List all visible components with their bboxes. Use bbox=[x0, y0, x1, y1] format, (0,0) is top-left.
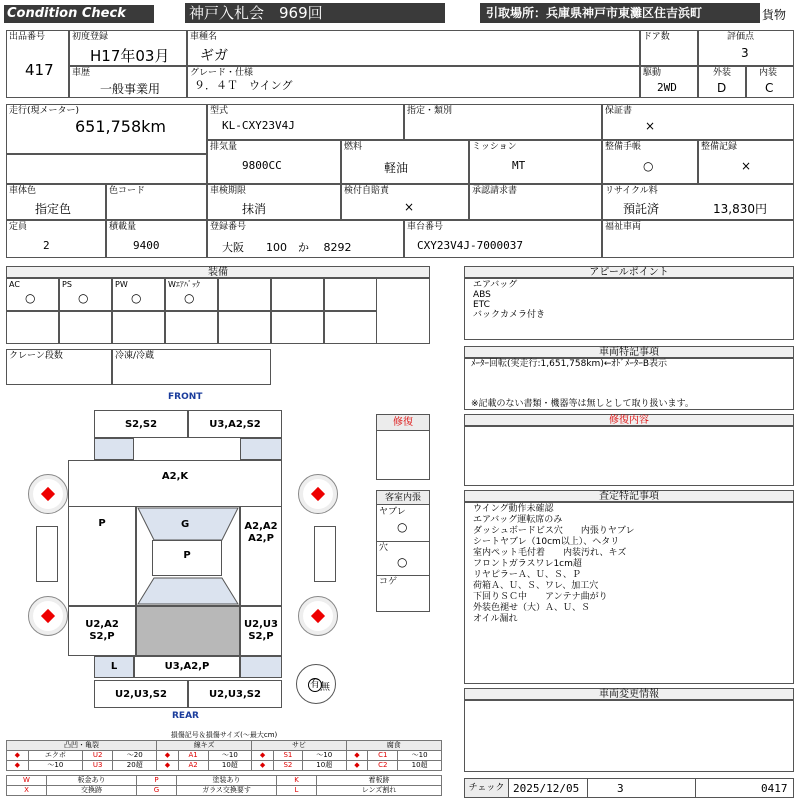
legend-cell: 交換跡 bbox=[47, 786, 137, 796]
equip-empty bbox=[112, 311, 165, 344]
capacity-value: 2 bbox=[43, 239, 50, 252]
inspection-label: 車検期限 bbox=[210, 186, 247, 196]
drive-value: 2WD bbox=[657, 81, 677, 94]
spare-tire-icon bbox=[296, 664, 336, 704]
legend-cell: レンズ割れ bbox=[317, 786, 442, 796]
change-panel bbox=[464, 700, 794, 772]
legend-code: U3 bbox=[82, 761, 112, 771]
colorcode-label: 色コード bbox=[109, 186, 146, 196]
interior-burn-label: コゲ bbox=[379, 577, 398, 587]
legend-scratch-head: 線キズ bbox=[157, 741, 252, 751]
mileage-value: 651,758km bbox=[75, 117, 167, 136]
legend-code: L bbox=[277, 786, 317, 796]
equip-empty bbox=[218, 311, 271, 344]
legend-corrosion-head: 腐食 bbox=[346, 741, 441, 751]
equip-ac-mark: ○ bbox=[25, 291, 36, 305]
history-value: 一般事業用 bbox=[100, 82, 161, 96]
legend-mark: ◆ bbox=[7, 761, 29, 771]
special-panel bbox=[464, 358, 794, 410]
chassis-value: CXY23V4J-7000037 bbox=[417, 239, 523, 252]
fuel-value: 軽油 bbox=[384, 161, 409, 175]
legend-cell: 〜10 bbox=[398, 751, 442, 761]
equip-pw-mark: ○ bbox=[131, 291, 142, 305]
color-cell bbox=[6, 184, 106, 220]
equip-empty bbox=[324, 278, 377, 311]
legend-cell: 〜20 bbox=[113, 751, 157, 761]
fuel-cell bbox=[341, 140, 469, 184]
equip-ps bbox=[59, 278, 112, 311]
color-value: 指定色 bbox=[35, 202, 72, 216]
legend-cell: エクボ bbox=[28, 751, 82, 761]
legend-table bbox=[6, 740, 442, 771]
approval-cell bbox=[469, 184, 602, 220]
note-line: リヤピラーＡ、Ｕ、Ｓ、Ｐ bbox=[473, 570, 581, 580]
repair-box bbox=[376, 414, 430, 480]
legend-code: S2 bbox=[273, 761, 302, 771]
part-bottom-right: U2,U3,S2 bbox=[188, 680, 282, 708]
interior-hole-label: 穴 bbox=[379, 543, 389, 553]
appeal-line: ABS bbox=[473, 290, 491, 300]
legend-dent-head: 凸凹・亀裂 bbox=[7, 741, 157, 751]
record-value: × bbox=[741, 159, 752, 173]
mission-value: MT bbox=[512, 159, 526, 172]
change-title: 車両変更情報 bbox=[464, 688, 794, 700]
special-note: ※記載のない書類・機器等は無しとして取り扱います。 bbox=[471, 399, 694, 409]
repair-detail-panel bbox=[464, 426, 794, 486]
interior-hole-mark: ○ bbox=[397, 555, 408, 569]
legend-cell: 着板跡 bbox=[317, 776, 442, 786]
legend-cell: 〜10 bbox=[208, 751, 252, 761]
appeal-line: エアバッグ bbox=[473, 280, 518, 290]
legend-mark: ◆ bbox=[252, 761, 274, 771]
equip-pw bbox=[112, 278, 165, 311]
legend-cell: 10超 bbox=[208, 761, 252, 771]
model-value: KL-CXY23V4J bbox=[222, 119, 295, 132]
part-cabin: P bbox=[152, 540, 222, 576]
part-top-left: S2,S2 bbox=[94, 410, 188, 438]
legend-code: K bbox=[277, 776, 317, 786]
equip-empty bbox=[271, 278, 324, 311]
legend-cell: 板金あり bbox=[47, 776, 137, 786]
exterior-value: D bbox=[717, 81, 727, 95]
first-reg-cell bbox=[69, 30, 187, 66]
insurance-cell bbox=[341, 184, 469, 220]
warranty-value: × bbox=[645, 119, 656, 133]
score-value: 3 bbox=[741, 46, 749, 60]
insurance-label: 検付自賠責 bbox=[344, 186, 390, 196]
note-line: エアバッグ運転席のみ bbox=[473, 515, 563, 525]
check-code: 0417 bbox=[761, 782, 788, 795]
warranty-label: 保証書 bbox=[605, 106, 633, 116]
equip-ac bbox=[6, 278, 59, 311]
freezer-cell bbox=[112, 349, 271, 385]
note-line: ダッシュボードビス穴 内張りヤブレ bbox=[473, 526, 635, 536]
legend-cell: 〜10 bbox=[28, 761, 82, 771]
recycle-fee: 13,830円 bbox=[713, 202, 767, 216]
legend-mark: ◆ bbox=[346, 751, 368, 761]
equipment-title: 装備 bbox=[6, 266, 430, 278]
welfare-label: 福祉車両 bbox=[605, 222, 642, 232]
welfare-cell bbox=[602, 220, 794, 258]
interior-grade-label: 内装 bbox=[759, 68, 778, 78]
front-left-tire-icon bbox=[28, 474, 68, 514]
history-label: 車歴 bbox=[72, 68, 91, 78]
mission-cell bbox=[469, 140, 602, 184]
legend-code: C1 bbox=[368, 751, 398, 761]
interior-grade-cell bbox=[746, 66, 794, 98]
appeal-panel bbox=[464, 278, 794, 340]
exterior-cell bbox=[698, 66, 746, 98]
rear-label: REAR bbox=[172, 711, 199, 721]
legend-code: A2 bbox=[178, 761, 208, 771]
colorcode-cell bbox=[106, 184, 207, 220]
regno-label: 登録番号 bbox=[210, 222, 247, 232]
legend-cell: 塗装あり bbox=[177, 776, 277, 786]
repair-title: 修復 bbox=[377, 415, 429, 431]
record-label: 整備記録 bbox=[701, 142, 738, 152]
score-cell bbox=[698, 30, 794, 66]
part-roof: G bbox=[181, 519, 190, 530]
equip-empty bbox=[59, 311, 112, 344]
legend-code: U2 bbox=[82, 751, 112, 761]
interior-title: 客室内張 bbox=[377, 491, 429, 505]
warranty-cell bbox=[602, 104, 794, 140]
note-line: ウイング動作未確認 bbox=[473, 504, 554, 514]
legend-mark: ◆ bbox=[7, 751, 29, 761]
legend-codes-table bbox=[6, 775, 442, 796]
equip-ps-label: PS bbox=[62, 280, 72, 289]
part-top-right: U3,A2,S2 bbox=[188, 410, 282, 438]
equip-empty bbox=[324, 311, 377, 344]
color-label: 車体色 bbox=[9, 186, 37, 196]
equip-empty bbox=[271, 311, 324, 344]
chassis-label: 車台番号 bbox=[407, 222, 444, 232]
equip-empty bbox=[165, 311, 218, 344]
pickup-location: 引取場所：兵庫県神戸市東灘区住吉浜町 bbox=[480, 3, 760, 23]
legend-code: W bbox=[7, 776, 47, 786]
left-mirror bbox=[36, 526, 58, 582]
rear-right-light bbox=[240, 656, 282, 678]
load-cell bbox=[106, 220, 207, 258]
doors-label: ドア数 bbox=[643, 32, 670, 42]
spare-yes: 有 bbox=[310, 679, 320, 690]
car-name-label: 車種名 bbox=[190, 32, 218, 42]
legend-mark: ◆ bbox=[252, 751, 274, 761]
car-name-cell bbox=[187, 30, 640, 66]
mileage-label: 走行(現メーター) bbox=[9, 106, 80, 116]
divider bbox=[695, 779, 696, 797]
part-tail-left: L bbox=[94, 656, 134, 678]
interior-box bbox=[376, 490, 430, 612]
regno-cell bbox=[207, 220, 404, 258]
displacement-cell bbox=[207, 140, 341, 184]
displacement-value: 9800CC bbox=[242, 159, 282, 172]
first-reg-label: 初度登録 bbox=[72, 32, 109, 42]
manual-label: 整備手帳 bbox=[605, 142, 642, 152]
equip-ps-mark: ○ bbox=[78, 291, 89, 305]
rear-body-panel bbox=[136, 606, 240, 656]
interior-grade-value: C bbox=[765, 81, 774, 95]
part-rear-right: U2,U3 S2,P bbox=[240, 606, 282, 656]
equip-pw-label: PW bbox=[115, 280, 128, 289]
repair-detail-title: 修復内容 bbox=[464, 414, 794, 426]
sheet-title: Condition Check bbox=[4, 5, 154, 23]
capacity-label: 定員 bbox=[9, 222, 28, 232]
legend-code: G bbox=[137, 786, 177, 796]
grade-cell bbox=[187, 66, 640, 98]
equip-airbag-label: Wｴｱﾊﾞｯｸ bbox=[168, 280, 200, 289]
lot-label: 出品番号 bbox=[9, 32, 46, 42]
lot-cell bbox=[6, 30, 69, 98]
legend-code: P bbox=[137, 776, 177, 786]
mileage-cell bbox=[6, 104, 207, 154]
grade-value: ９．４Ｔ ウイング bbox=[194, 79, 293, 92]
rear-left-tire-icon bbox=[28, 596, 68, 636]
model-cell bbox=[207, 104, 404, 140]
regno-value: 大阪 100 か 8292 bbox=[222, 241, 352, 254]
appeal-line: ETC bbox=[473, 300, 490, 310]
inspection-cell bbox=[207, 184, 341, 220]
manual-value: ○ bbox=[643, 159, 654, 173]
part-right-door: A2,A2 A2,P bbox=[240, 506, 282, 606]
divider bbox=[377, 541, 429, 542]
rear-right-tire-icon bbox=[298, 596, 338, 636]
note-line: オイル漏れ bbox=[473, 614, 518, 624]
appeal-line: バックカメラ付き bbox=[473, 310, 546, 320]
approval-label: 承認請求書 bbox=[472, 186, 518, 196]
part-rear-left: U2,A2 S2,P bbox=[68, 606, 136, 656]
interior-tear-label: ヤブレ bbox=[379, 507, 406, 517]
designation-label: 指定・類別 bbox=[407, 106, 453, 116]
header-bar bbox=[0, 0, 800, 27]
recycle-status: 預託済 bbox=[623, 202, 660, 216]
legend-cell: ガラス交換要す bbox=[177, 786, 277, 796]
legend-mark: ◆ bbox=[157, 761, 179, 771]
note-line: 荷箱Ａ、Ｕ、Ｓ、ワレ、加工穴 bbox=[473, 581, 599, 591]
doors-cell bbox=[640, 30, 698, 66]
vehicle-type: 貨物 bbox=[762, 8, 787, 22]
model-label: 型式 bbox=[210, 106, 229, 116]
note-line: 下回りＳＣ中 アンテナ曲がり bbox=[473, 592, 608, 602]
recycle-label: リサイクル料 bbox=[605, 186, 658, 196]
special-title: 車両特記事項 bbox=[464, 346, 794, 358]
front-label: FRONT bbox=[168, 392, 203, 402]
legend-rust-head: サビ bbox=[252, 741, 346, 751]
equip-empty bbox=[6, 311, 59, 344]
lot-number: 417 bbox=[25, 61, 54, 79]
legend-cell: 10超 bbox=[302, 761, 346, 771]
fuel-label: 燃料 bbox=[344, 142, 363, 152]
check-date: 2025/12/05 bbox=[513, 782, 580, 795]
equip-ac-label: AC bbox=[9, 280, 20, 289]
chassis-cell bbox=[404, 220, 602, 258]
capacity-cell bbox=[6, 220, 106, 258]
first-reg-value: H17年03月 bbox=[90, 47, 170, 65]
displacement-label: 排気量 bbox=[210, 142, 238, 152]
divider bbox=[587, 779, 588, 797]
equip-airbag bbox=[165, 278, 218, 311]
front-right-light bbox=[240, 438, 282, 460]
check-label: チェック bbox=[465, 779, 509, 797]
crane-cell bbox=[6, 349, 112, 385]
front-right-tire-icon bbox=[298, 474, 338, 514]
legend-code: A1 bbox=[178, 751, 208, 761]
note-line: フロントガラスワレ1cm超 bbox=[473, 559, 582, 569]
legend-cell: 10超 bbox=[398, 761, 442, 771]
mission-label: ミッション bbox=[472, 142, 517, 152]
auction-name: 神戸入札会 969回 bbox=[185, 3, 445, 23]
insurance-value: × bbox=[404, 200, 415, 214]
record-cell bbox=[698, 140, 794, 184]
legend-cell: 20超 bbox=[113, 761, 157, 771]
legend-code: C2 bbox=[368, 761, 398, 771]
note-line: シートヤブレ（10cm以上）、ヘタリ bbox=[473, 537, 620, 547]
check-bar bbox=[464, 778, 794, 798]
notes-panel bbox=[464, 502, 794, 684]
check-number: 3 bbox=[617, 782, 624, 795]
car-name-value: ギガ bbox=[200, 48, 228, 64]
interior-tear-mark: ○ bbox=[397, 520, 408, 534]
part-left-door: P bbox=[68, 506, 136, 606]
manual-cell bbox=[602, 140, 698, 184]
crane-label: クレーン段数 bbox=[9, 351, 63, 361]
right-mirror bbox=[314, 526, 336, 582]
legend-mark: ◆ bbox=[346, 761, 368, 771]
drive-cell bbox=[640, 66, 698, 98]
equip-airbag-mark: ○ bbox=[184, 291, 195, 305]
inspection-value: 抹消 bbox=[242, 202, 267, 216]
legend-code: S1 bbox=[273, 751, 302, 761]
freezer-label: 冷凍/冷蔵 bbox=[115, 351, 155, 361]
notes-title: 査定特記事項 bbox=[464, 490, 794, 502]
grade-label: グレード・仕様 bbox=[190, 68, 254, 78]
part-bottom-left: U2,U3,S2 bbox=[94, 680, 188, 708]
exterior-label: 外装 bbox=[713, 68, 732, 78]
part-tail: U3,A2,P bbox=[134, 656, 240, 678]
load-value: 9400 bbox=[133, 239, 160, 252]
part-hood: A2,K bbox=[68, 460, 282, 506]
front-left-light bbox=[94, 438, 134, 460]
legend-mark: ◆ bbox=[157, 751, 179, 761]
divider bbox=[377, 575, 429, 576]
recycle-cell bbox=[602, 184, 794, 220]
load-label: 積載量 bbox=[109, 222, 137, 232]
spare-none: 無 bbox=[320, 682, 330, 693]
legend-cell: 〜10 bbox=[302, 751, 346, 761]
designation-cell bbox=[404, 104, 602, 140]
blank-cell bbox=[6, 154, 207, 184]
note-line: 外装色褪せ（大）Ａ、Ｕ、Ｓ bbox=[473, 603, 591, 613]
note-line: 室内ペット毛付着 内装汚れ、キズ bbox=[473, 548, 627, 558]
history-cell bbox=[69, 66, 187, 98]
score-label: 評価点 bbox=[727, 32, 755, 42]
legend-code: X bbox=[7, 786, 47, 796]
special-line: ﾒｰﾀｰ回転(実走行:1,651,758km)←ｵﾄﾞﾒｰﾀｰB表示 bbox=[471, 359, 668, 369]
equip-empty bbox=[218, 278, 271, 311]
appeal-title: アピールポイント bbox=[464, 266, 794, 278]
legend-title: 損傷記号＆損傷サイズ(〜最大cm) bbox=[170, 731, 278, 739]
drive-label: 駆動 bbox=[643, 68, 662, 78]
